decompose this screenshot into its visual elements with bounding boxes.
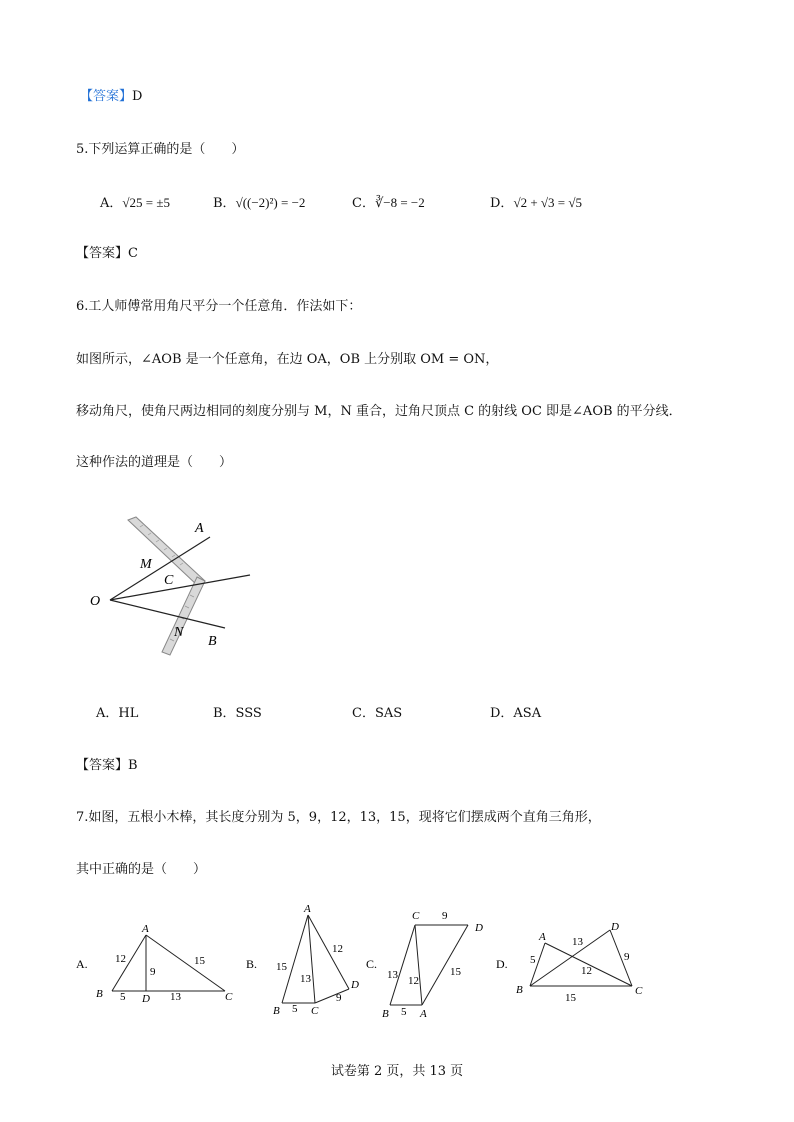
question-7-stem2: 其中正确的是（ ） — [76, 862, 207, 877]
option-label: D． — [490, 196, 514, 211]
ray-oc — [110, 575, 250, 600]
figure-b-option: B. — [246, 957, 258, 971]
figc-side-9: 9 — [442, 910, 448, 922]
figc-label-b: B — [382, 1008, 389, 1020]
figb-side-13: 13 — [300, 973, 311, 985]
figb-side-12: 12 — [332, 943, 343, 955]
label-m: M — [140, 557, 152, 572]
figure-d[interactable] — [496, 921, 643, 1004]
q5-option-b[interactable] — [213, 195, 305, 212]
question-6-line2: 移动角尺，使角尺两边相同的刻度分别与 M，N 重合，过角尺顶点 C 的射线 OC 即是∠AOB 的平分线． — [76, 404, 682, 419]
figd-side-9: 9 — [624, 951, 630, 963]
label-b: B — [208, 634, 217, 649]
figd-side-5: 5 — [530, 954, 536, 966]
q5-option-c[interactable] — [352, 195, 425, 212]
answer-tag: 【答案】 — [76, 246, 129, 261]
figd-side-12: 12 — [581, 965, 592, 977]
question-6-line1: 如图所示，∠AOB 是一个任意角，在边 OA，OB 上分别取 OM = ON， — [76, 352, 499, 367]
figd-label-a: A — [539, 931, 546, 943]
page-footer: 试卷第 2 页，共 13 页 — [330, 1064, 464, 1079]
answer-q6 — [76, 758, 138, 774]
label-c: C — [164, 573, 174, 588]
figa-side-5: 5 — [120, 991, 126, 1003]
figure-c-option: C. — [366, 957, 378, 971]
figa-side-12: 12 — [115, 953, 126, 965]
figd-label-b: B — [516, 984, 523, 996]
question-7-stem1: 7.如图，五根小木棒，其长度分别为 5，9，12，13，15，现将它们摆成两个直角三角形， — [76, 810, 601, 825]
figb-side-9: 9 — [336, 992, 342, 1004]
figc-side-5: 5 — [401, 1006, 407, 1018]
answer-q4 — [80, 89, 142, 105]
figure-a-option: A. — [76, 957, 88, 971]
q5-option-a[interactable] — [100, 195, 170, 212]
figa-side-15: 15 — [194, 955, 205, 967]
figb-label-d: D — [351, 979, 359, 991]
figa-label-c: C — [225, 991, 233, 1003]
option-label: C． — [352, 196, 375, 211]
answer-tag: 【答案】 — [80, 89, 133, 104]
figd-side-13: 13 — [572, 936, 583, 948]
answer-tag: 【答案】 — [76, 758, 129, 773]
figa-label-a: A — [142, 923, 149, 935]
figa-side-9: 9 — [150, 966, 156, 978]
square-arm-lower — [162, 577, 205, 655]
option-expr: ∛−8 = −2 — [374, 195, 425, 210]
figa-label-b: B — [96, 988, 103, 1000]
figc-side-13: 13 — [387, 969, 398, 981]
q5-option-d[interactable] — [490, 195, 582, 212]
figb-label-b: B — [273, 1005, 280, 1017]
figc-label-d: D — [475, 922, 483, 934]
figc-side-15: 15 — [450, 966, 461, 978]
q6-option-a[interactable]: A．HL — [96, 706, 139, 721]
answer-q5 — [76, 246, 138, 262]
q6-option-b[interactable]: B．SSS — [213, 706, 262, 721]
option-expr: √2 + √3 = √5 — [513, 195, 583, 210]
figc-side-12: 12 — [408, 975, 419, 987]
figb-label-c: C — [311, 1005, 319, 1017]
label-a: A — [195, 521, 204, 536]
answer-value: B — [128, 758, 138, 773]
figb-side-15: 15 — [276, 961, 287, 973]
option-label: B． — [213, 196, 236, 211]
q7-figures — [70, 900, 730, 1030]
answer-value: C — [128, 246, 138, 261]
label-n: N — [174, 625, 184, 640]
q6-option-c[interactable]: C．SAS — [352, 706, 403, 721]
option-label: A． — [100, 196, 123, 211]
figure-d-option: D. — [496, 957, 508, 971]
option-expr: √25 = ±5 — [122, 195, 170, 210]
label-o: O — [90, 594, 101, 609]
figd-label-d: D — [611, 921, 619, 933]
figb-side-5: 5 — [292, 1003, 298, 1015]
figure-b[interactable] — [246, 903, 359, 1017]
answer-value: D — [132, 89, 143, 104]
figa-label-d: D — [142, 993, 150, 1005]
q6-option-d[interactable]: D．ASA — [490, 706, 542, 721]
figure-a[interactable] — [76, 923, 233, 1005]
figb-label-a: A — [304, 903, 311, 915]
figd-side-15: 15 — [565, 992, 576, 1004]
figd-label-c: C — [635, 985, 643, 997]
question-5-stem: 5.下列运算正确的是（ ） — [76, 142, 245, 157]
figure-c[interactable] — [366, 910, 483, 1020]
option-expr: √((−2)²) = −2 — [235, 195, 306, 210]
question-6-stem: 6.工人师傅常用角尺平分一个任意角．作法如下： — [76, 299, 362, 314]
ray-ob — [110, 600, 225, 628]
angle-square-figure — [80, 505, 280, 665]
question-6-line3: 这种作法的道理是（ ） — [76, 455, 233, 470]
figa-side-13: 13 — [170, 991, 181, 1003]
figc-label-a: A — [420, 1008, 427, 1020]
figc-label-c: C — [412, 910, 420, 922]
